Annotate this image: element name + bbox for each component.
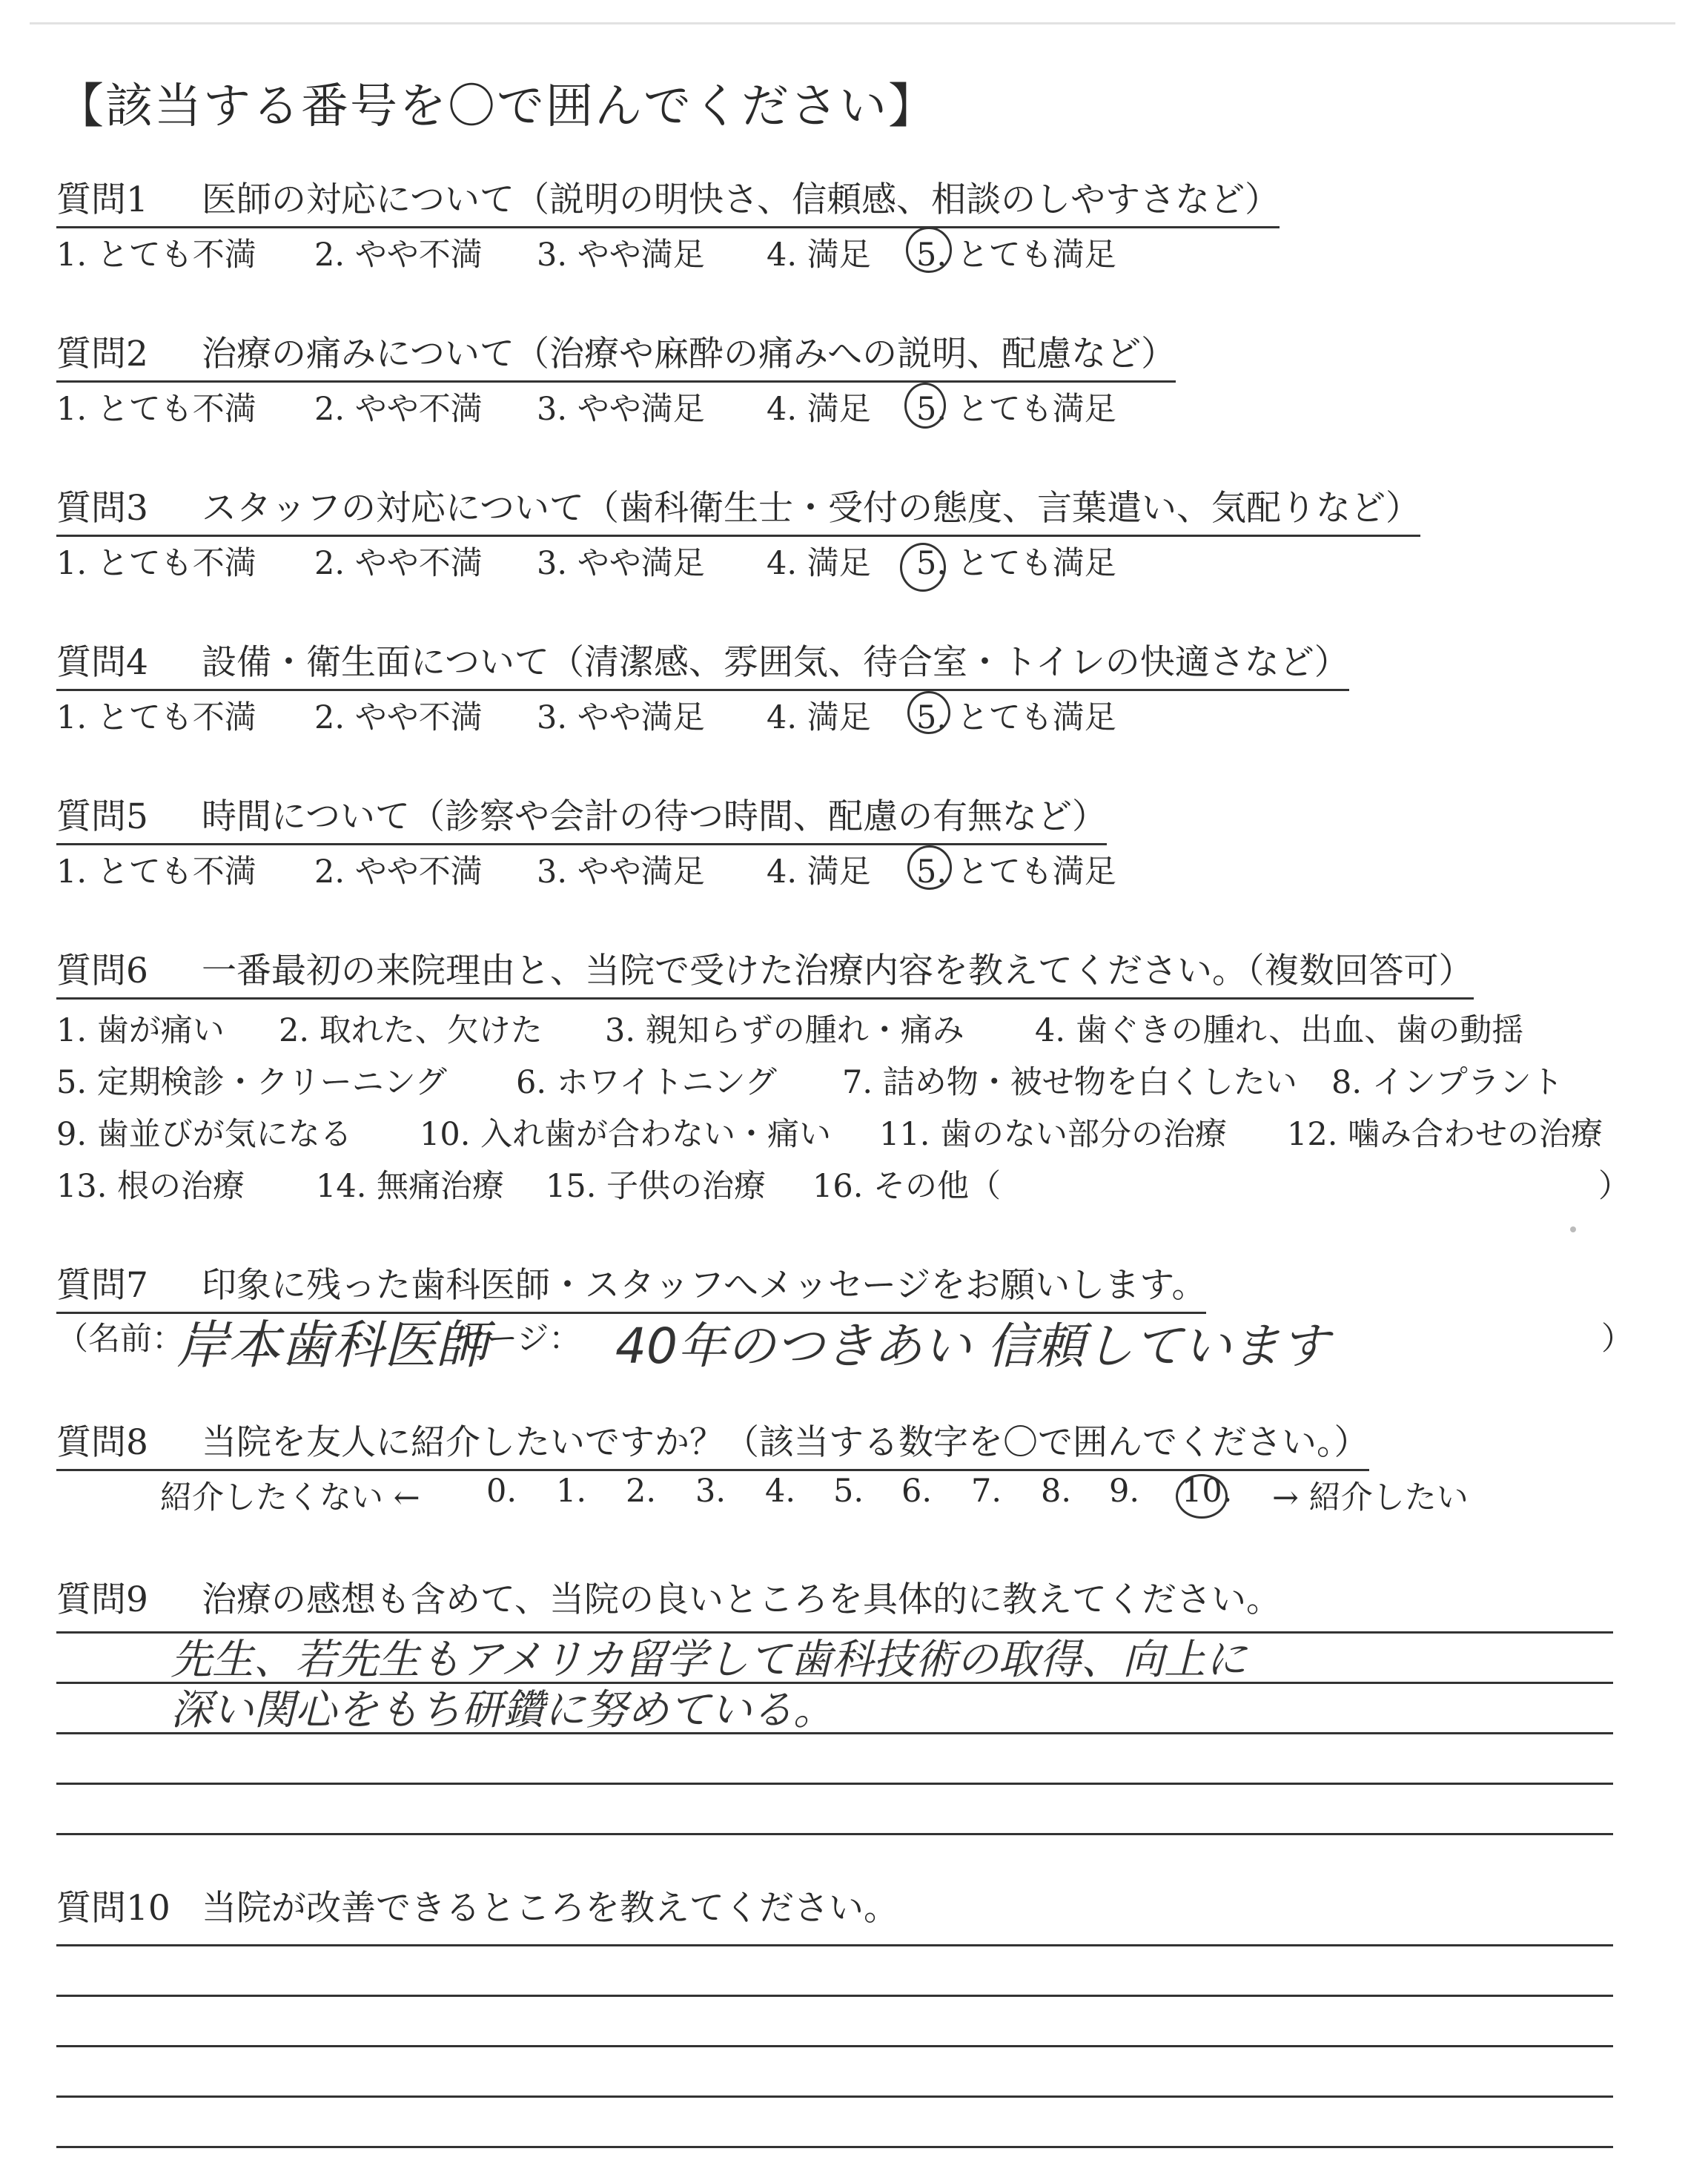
question-3 [56, 480, 1420, 537]
option-1[interactable]: 1. 歯が痛い [56, 1012, 225, 1049]
scale-8[interactable]: 8. [1041, 1473, 1072, 1510]
option-6[interactable]: 6. ホワイトニング [516, 1064, 777, 1101]
question-9 [56, 1572, 1281, 1622]
question-text: 治療の感想も含めて、当院の良いところを具体的に教えてください。 [202, 1579, 1282, 1620]
question-text: 印象に残った歯科医師・スタッフへメッセージをお願いします。 [202, 1265, 1207, 1306]
scale-2[interactable]: 2. [626, 1473, 657, 1510]
page-top-edge [30, 22, 1675, 24]
answer-line [56, 1944, 1613, 1946]
question-text: 一番最初の来院理由と、当院で受けた治療内容を教えてください。（複数回答可） [202, 951, 1474, 991]
option-3[interactable]: 3. やや満足 [537, 391, 705, 428]
question-5 [56, 789, 1107, 845]
option-3[interactable]: 3. やや満足 [537, 699, 705, 736]
option-3[interactable]: 3. やや満足 [537, 237, 705, 274]
message-close-paren: ） [1601, 1321, 1633, 1358]
scale-5[interactable]: 5. [833, 1473, 864, 1510]
scale-right-label: → 紹介したい [1272, 1479, 1469, 1516]
scale-4[interactable]: 4. [765, 1473, 796, 1510]
question-number: 質問6 [56, 951, 148, 991]
option-5[interactable]: 5. 定期検診・クリーニング [56, 1064, 447, 1101]
option-1[interactable]: 1. とても不満 [56, 237, 256, 274]
selected-answer-circle [907, 691, 950, 734]
option-4[interactable]: 4. 歯ぐきの腫れ、出血、歯の動揺 [1035, 1012, 1524, 1049]
question-text: 時間について（診察や会計の待つ時間、配慮の有無など） [202, 796, 1108, 837]
option-5[interactable]: 5. とても満足 [916, 391, 1116, 428]
question-4 [56, 635, 1349, 691]
selected-answer-circle [1176, 1474, 1228, 1519]
option-1[interactable]: 1. とても不満 [56, 545, 256, 582]
option-13[interactable]: 13. 根の治療 [56, 1168, 245, 1205]
scale-9[interactable]: 9. [1109, 1473, 1140, 1510]
scale-10[interactable]: 10. [1182, 1473, 1233, 1510]
option-9[interactable]: 9. 歯並びが気になる [56, 1116, 352, 1153]
question-number: 質問5 [56, 796, 148, 837]
message-label: セージ： [455, 1321, 581, 1358]
option-2[interactable]: 2. やや不満 [314, 699, 483, 736]
selected-answer-circle [904, 383, 946, 429]
answer-line [56, 1783, 1613, 1785]
question-2 [56, 326, 1176, 383]
answer-line [56, 2095, 1613, 2098]
option-16[interactable]: 16. その他（ [812, 1168, 1002, 1205]
scale-6[interactable]: 6. [901, 1473, 933, 1510]
question-1 [56, 172, 1280, 228]
question-number: 質問4 [56, 642, 148, 683]
option-1[interactable]: 1. とても不満 [56, 391, 256, 428]
handwritten-name: 岸本歯科医師 [176, 1315, 488, 1375]
question-text: 設備・衛生面について（清潔感、雰囲気、待合室・トイレの快適さなど） [202, 642, 1349, 683]
question-text: 治療の痛みについて（治療や麻酔の痛みへの説明、配慮など） [202, 334, 1176, 374]
recommend-scale [160, 1473, 1569, 1517]
scale-0[interactable]: 0. [486, 1473, 517, 1510]
question-8 [56, 1415, 1369, 1471]
other-close-paren: ） [1598, 1168, 1630, 1205]
option-2[interactable]: 2. 取れた、欠けた [279, 1012, 543, 1049]
option-4[interactable]: 4. 満足 [767, 545, 871, 582]
option-2[interactable]: 2. やや不満 [314, 853, 483, 891]
scale-7[interactable]: 7. [971, 1473, 1002, 1510]
question-text: スタッフの対応について（歯科衛生士・受付の態度、言葉遣い、気配りなど） [202, 488, 1421, 529]
option-4[interactable]: 4. 満足 [767, 853, 871, 891]
option-5[interactable]: 5. とても満足 [916, 699, 1116, 736]
name-label: （名前： [56, 1321, 184, 1358]
option-1[interactable]: 1. とても不満 [56, 853, 256, 891]
handwritten-message: 40年のつきあい 信頼しています [615, 1318, 1329, 1375]
handwritten-answer-line-1: 先生、若先生もアメリカ留学して歯科技術の取得、向上に [171, 1636, 1248, 1684]
question-number: 質問9 [56, 1579, 148, 1620]
answer-line [56, 1995, 1613, 1997]
scale-1[interactable]: 1. [556, 1473, 587, 1510]
answer-line [56, 2146, 1613, 2148]
question-text: 当院を友人に紹介したいですか？（該当する数字を〇で囲んでください。） [202, 1422, 1369, 1463]
question-6-options [56, 1005, 1628, 1228]
selected-answer-circle [907, 845, 952, 890]
option-4[interactable]: 4. 満足 [767, 237, 871, 274]
option-15[interactable]: 15. 子供の治療 [546, 1168, 767, 1205]
question-number: 質問2 [56, 334, 148, 374]
option-1[interactable]: 1. とても不満 [56, 699, 256, 736]
question-number: 質問10 [56, 1888, 171, 1929]
scale-3[interactable]: 3. [695, 1473, 726, 1510]
question-number: 質問7 [56, 1265, 148, 1306]
selected-answer-circle [906, 227, 952, 273]
option-3[interactable]: 3. やや満足 [537, 545, 705, 582]
option-7[interactable]: 7. 詰め物・被せ物を白くしたい [842, 1064, 1297, 1101]
page-title: 【該当する番号を〇で囲んでください】 [56, 79, 937, 134]
option-8[interactable]: 8. インプラント [1331, 1064, 1563, 1101]
option-11[interactable]: 11. 歯のない部分の治療 [879, 1116, 1228, 1153]
question-text: 当院が改善できるところを教えてください。 [202, 1888, 898, 1929]
question-number: 質問8 [56, 1422, 148, 1463]
question-number: 質問3 [56, 488, 148, 529]
question-text: 医師の対応について（説明の明快さ、信頼感、相談のしやすさなど） [202, 179, 1280, 220]
option-12[interactable]: 12. 噛み合わせの治療 [1287, 1116, 1603, 1153]
answer-line [56, 1833, 1613, 1835]
option-5[interactable]: 5. とても満足 [916, 545, 1116, 582]
question-10 [56, 1880, 898, 1930]
option-5[interactable]: 5. とても満足 [916, 853, 1116, 891]
question-number: 質問1 [56, 179, 148, 220]
option-4[interactable]: 4. 満足 [767, 699, 871, 736]
option-3[interactable]: 3. 親知らずの腫れ・痛み [605, 1012, 964, 1049]
question-6 [56, 943, 1474, 1000]
option-4[interactable]: 4. 満足 [767, 391, 871, 428]
handwritten-answer-line-2: 深い関心をもち研鑽に努めている。 [171, 1686, 835, 1734]
option-3[interactable]: 3. やや満足 [537, 853, 705, 891]
option-2[interactable]: 2. やや不満 [314, 391, 483, 428]
scan-speck [1570, 1226, 1576, 1232]
option-10[interactable]: 10. 入れ歯が合わない・痛い [420, 1116, 832, 1153]
selected-answer-circle [900, 543, 946, 592]
scale-left-label: 紹介したくない ← [160, 1479, 420, 1516]
option-2[interactable]: 2. やや不満 [314, 545, 483, 582]
option-5[interactable]: 5. とても満足 [916, 237, 1116, 274]
option-14[interactable]: 14. 無痛治療 [316, 1168, 505, 1205]
answer-line [56, 1732, 1613, 1734]
option-2[interactable]: 2. やや不満 [314, 237, 483, 274]
answer-line [56, 2045, 1613, 2047]
